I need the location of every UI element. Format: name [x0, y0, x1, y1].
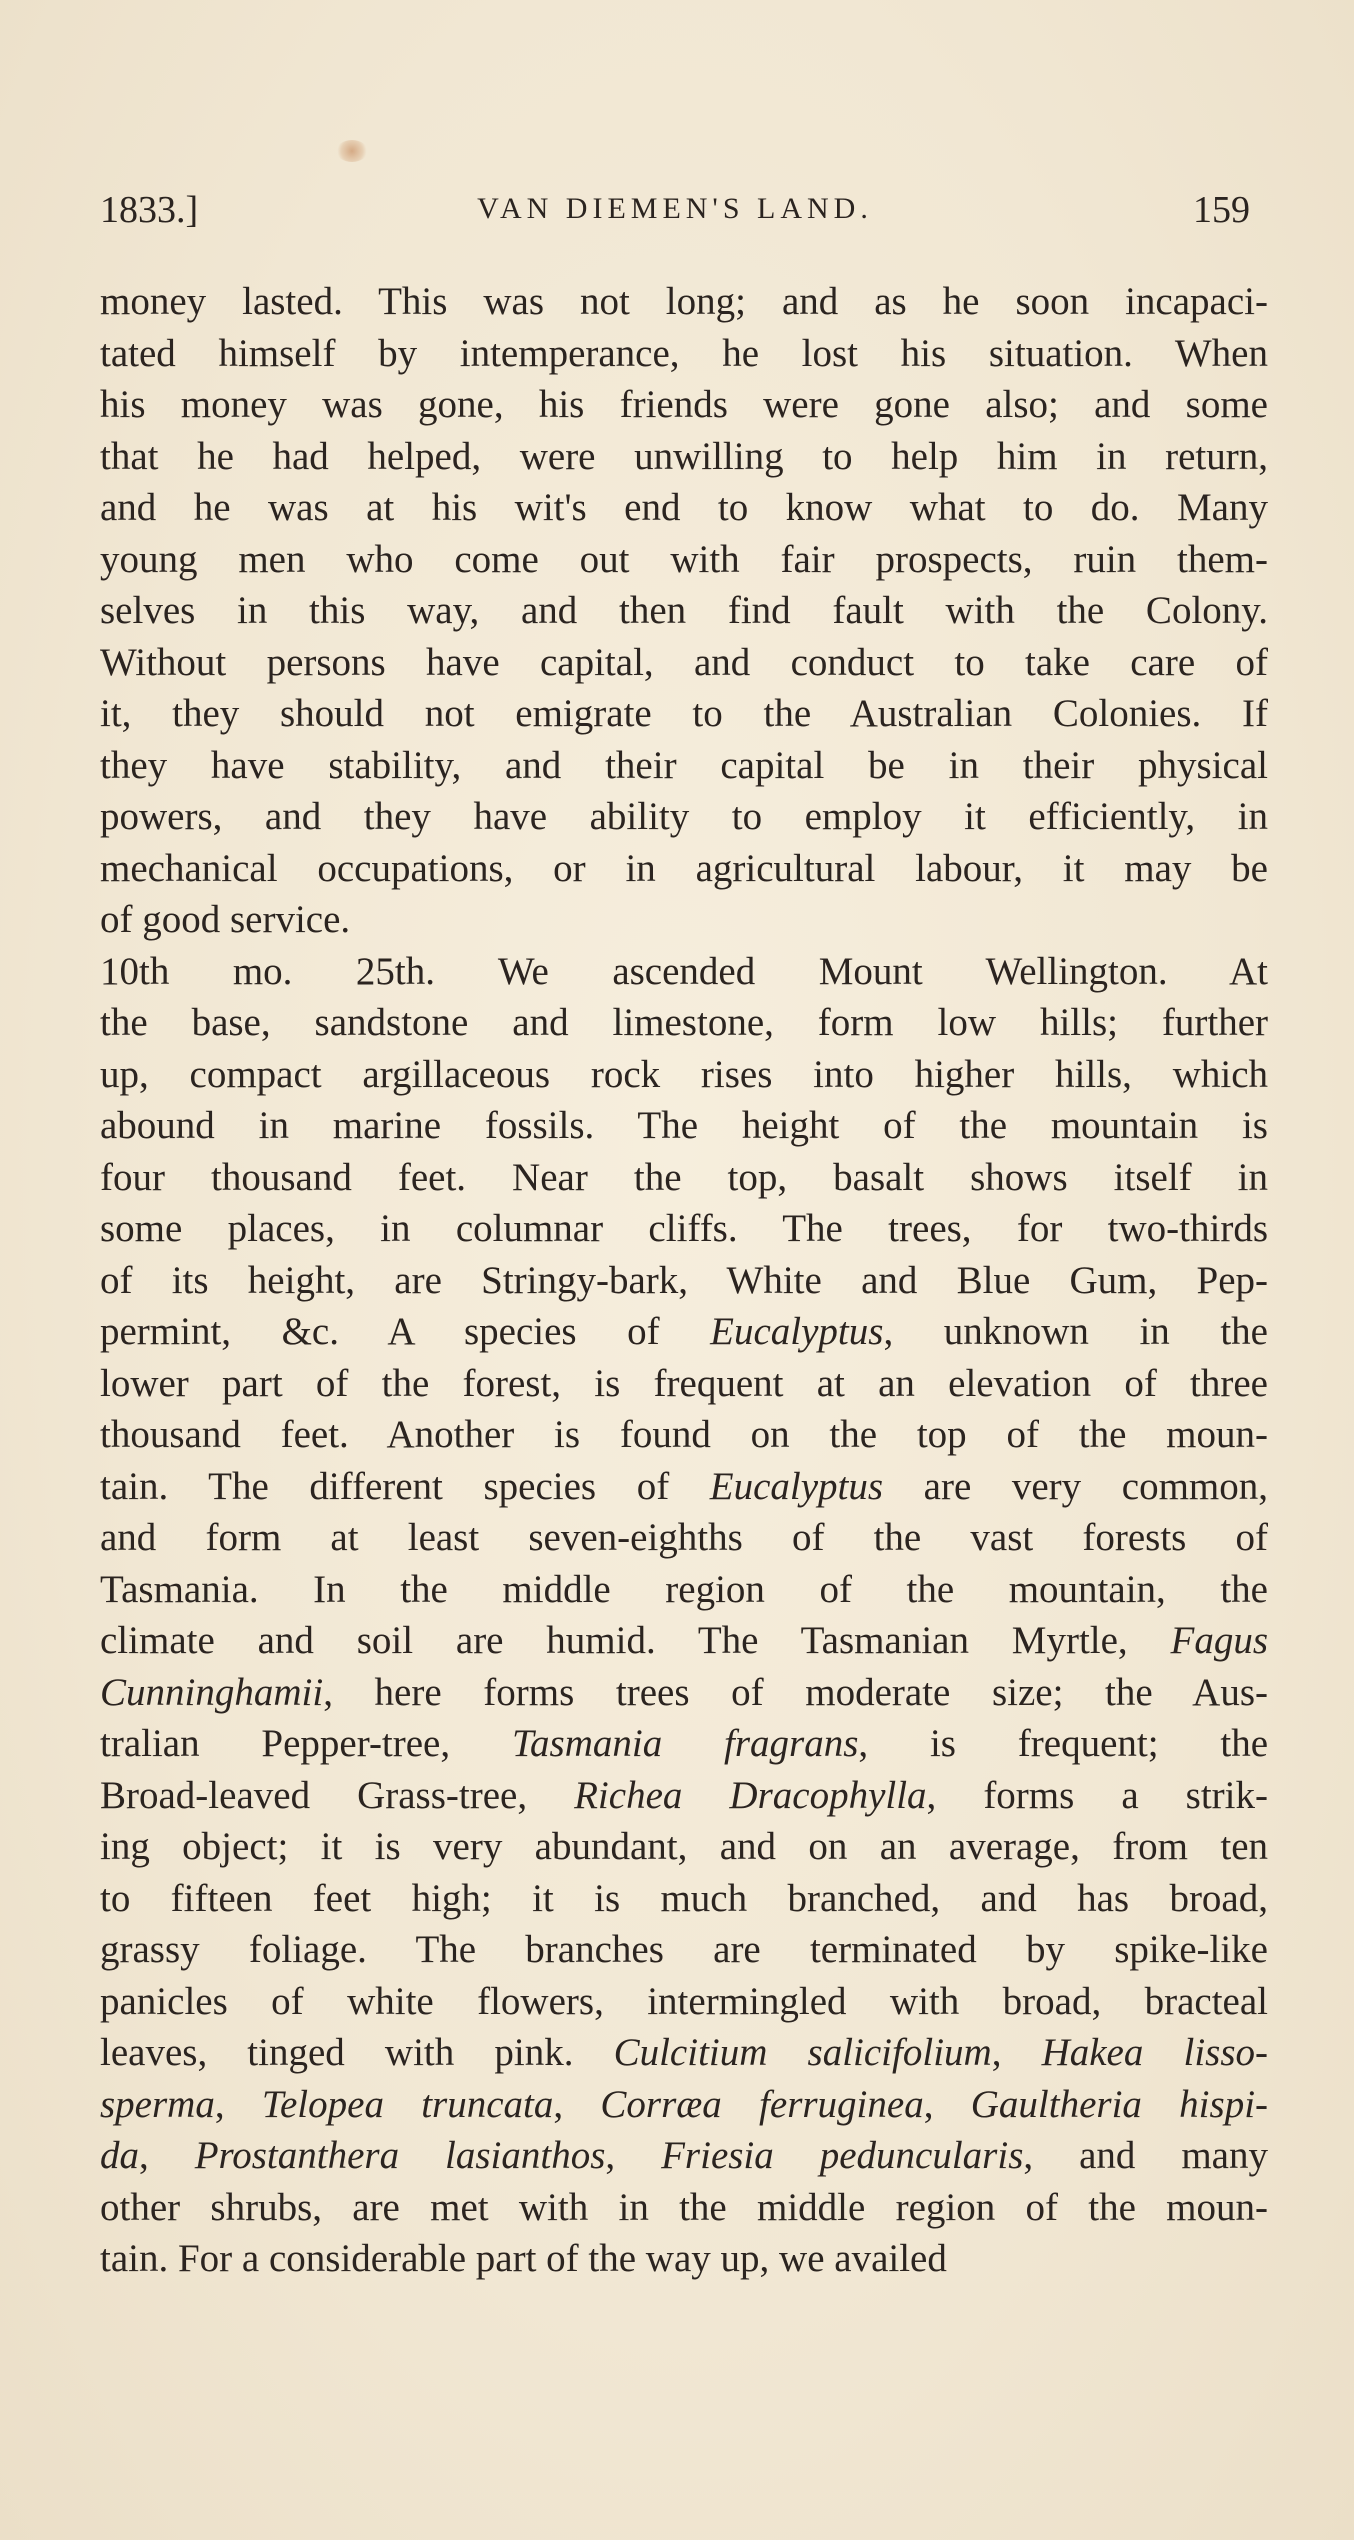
text-line: his money was gone, his friends were gone also; and some: [100, 383, 1268, 426]
text-line: tain. The different species of Eucalyptus are very common,: [100, 1464, 1268, 1508]
text-line: other shrubs, are met with in the middle region of the moun-: [100, 2185, 1268, 2229]
text-line: sperma, Telopea truncata, Corræa ferruginea, Gaultheria hispi-: [100, 2082, 1269, 2126]
text-line: Cunninghamii, here forms trees of moderate size; the Aus-: [100, 1670, 1268, 1714]
text-line: they have stability, and their capital be in their physical: [100, 743, 1268, 787]
text-line: of good service.: [100, 898, 351, 941]
text-line: Tasmania. In the middle region of the mountain, the: [100, 1567, 1268, 1611]
text-line: tralian Pepper-tree, Tasmania fragrans, is frequent; the: [100, 1722, 1269, 1765]
running-title: VAN DIEMEN'S LAND.: [477, 192, 873, 225]
text-line: four thousand feet. Near the top, basalt shows itself in: [100, 1155, 1268, 1199]
text-line: permint, &c. A species of Eucalyptus, unknown in the: [100, 1310, 1268, 1353]
text-line: Broad-leaved Grass-tree, Richea Dracophylla, forms a strik-: [100, 1773, 1268, 1817]
text-line: ing object; it is very abundant, and on an average, from ten: [100, 1825, 1268, 1868]
text-line: abound in marine fossils. The height of the mountain is: [100, 1104, 1268, 1147]
text-line: and he was at his wit's end to know what to do. Many: [100, 486, 1268, 529]
page-stain: [336, 140, 368, 162]
text-line: powers, and they have ability to employ it efficiently, in: [100, 795, 1268, 838]
header-year: 1833.]: [100, 189, 199, 231]
text-line: of its height, are Stringy-bark, White and Blue Gum, Pep-: [100, 1258, 1268, 1302]
text-line: grassy foliage. The branches are terminated by spike-like: [100, 1928, 1268, 1971]
text-line: panicles of white flowers, intermingled with broad, bracteal: [100, 1979, 1268, 2023]
text-line: mechanical occupations, or in agricultural labour, it may be: [100, 846, 1268, 890]
text-line: that he had helped, were unwilling to help him in return,: [100, 434, 1268, 478]
text-line: thousand feet. Another is found on the top of the moun-: [100, 1413, 1268, 1456]
text-line: up, compact argillaceous rock rises into higher hills, which: [100, 1052, 1268, 1096]
text-line: tated himself by intemperance, he lost his situation. When: [100, 331, 1268, 375]
text-line: to fifteen feet high; it is much branched, and has broad,: [100, 1876, 1268, 1920]
body-text: [100, 276, 1268, 2285]
text-line: tain. For a considerable part of the way up, we availed: [100, 2237, 947, 2280]
page-number: 159: [1193, 189, 1250, 231]
text-line: it, they should not emigrate to the Australian Colonies. If: [100, 692, 1268, 735]
text-line: and form at least seven-eighths of the vast forests of: [100, 1516, 1268, 1559]
text-line: selves in this way, and then find fault with the Colony.: [100, 589, 1268, 632]
text-line: leaves, tinged with pink. Culcitium salicifolium, Hakea lisso-: [100, 2031, 1268, 2074]
text-line: da, Prostanthera lasianthos, Friesia peduncularis, and many: [100, 2134, 1268, 2177]
text-line: Without persons have capital, and conduct to take care of: [100, 640, 1268, 684]
text-line: lower part of the forest, is frequent at an elevation of three: [100, 1361, 1268, 1405]
text-line: 10th mo. 25th. We ascended Mount Wellington. At: [100, 949, 1268, 993]
text-line: the base, sandstone and limestone, form low hills; further: [100, 1001, 1268, 1044]
text-line: some places, in columnar cliffs. The trees, for two-thirds: [100, 1207, 1268, 1250]
text-line: climate and soil are humid. The Tasmanian Myrtle, Fagus: [100, 1619, 1268, 1662]
text-line: young men who come out with fair prospects, ruin them-: [100, 537, 1268, 581]
text-line: money lasted. This was not long; and as he soon incapaci-: [100, 280, 1268, 323]
running-header: [100, 188, 1250, 248]
